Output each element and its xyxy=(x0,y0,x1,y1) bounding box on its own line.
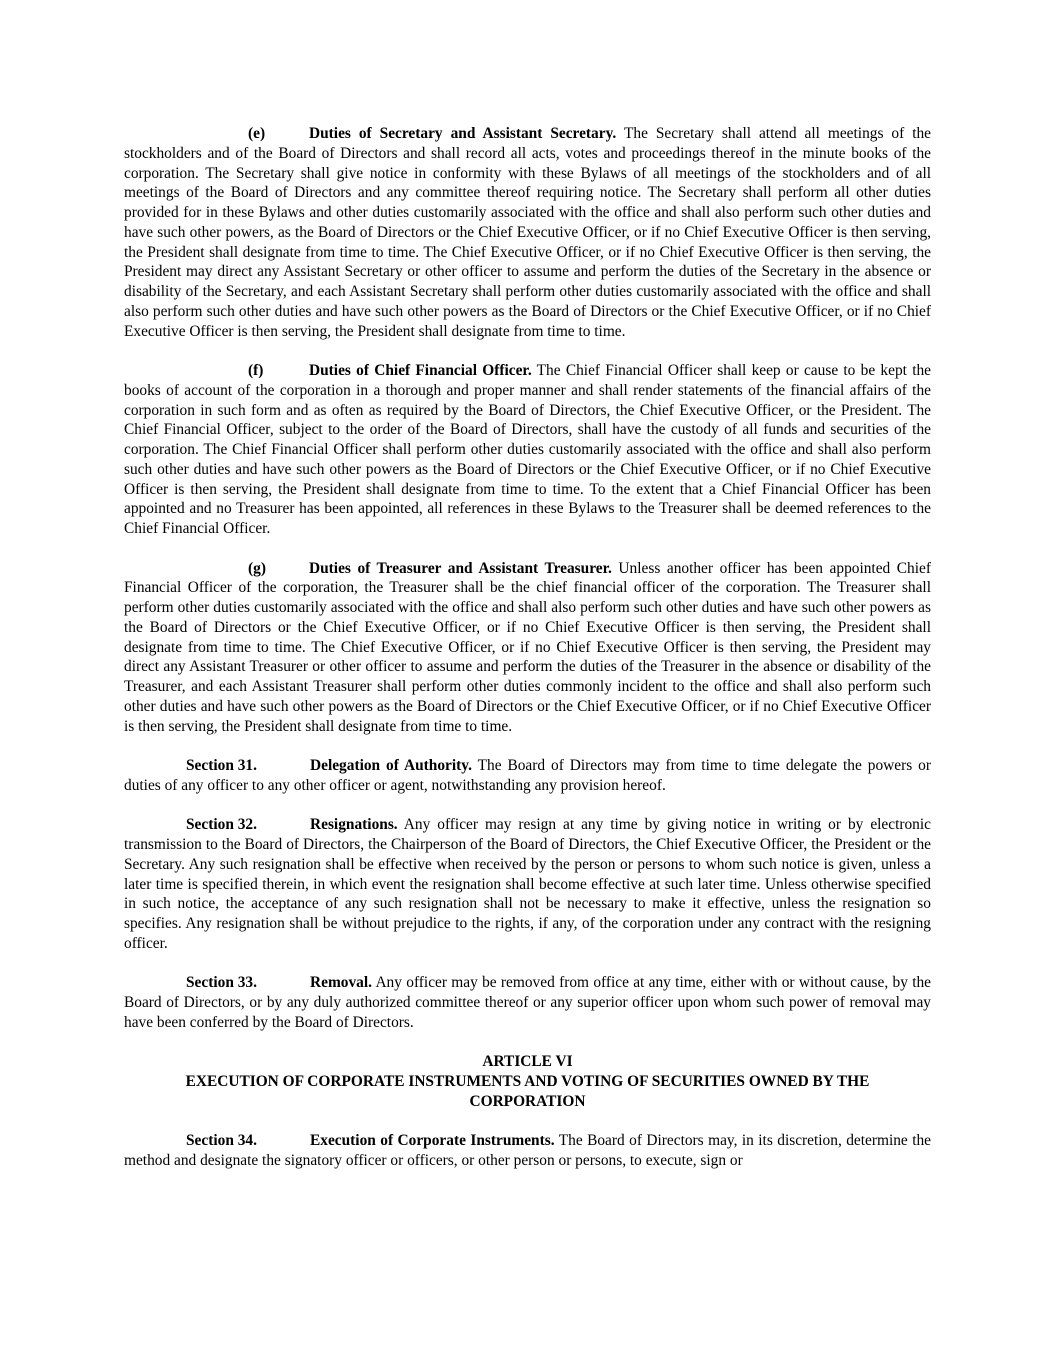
section-33 xyxy=(124,973,931,1032)
paragraph-e xyxy=(124,124,931,341)
section-number: Section 31. xyxy=(186,757,257,774)
article-heading xyxy=(124,1052,931,1111)
paragraph-body: Unless another officer has been appointed Chief Financial Officer of the corporation, the Treasurer shall be the chief financial officer of the corporation. The Treasurer shall perform other duties customarily associated with the office and shall also perform such other duties and have such other powers as the Board of Directors or the Chief Executive Officer, or if no Chief Executive Officer is then serving, the President shall designate from time to time. The Chief Executive Officer, or if no Chief Executive Officer is then serving, the President may direct any Assistant Treasurer or other officer to assume and perform the duties of the Treasurer in the absence or disability of the Treasurer, and each Assistant Treasurer shall perform other duties commonly incident to the office and shall also perform such other duties and have such other powers as the Board of Directors or the Chief Executive Officer, or if no Chief Executive Officer is then serving, the President shall designate from time to time. xyxy=(124,559,931,735)
section-heading: Removal. xyxy=(310,974,372,992)
paragraph-g xyxy=(124,559,931,737)
paragraph-number: (g) xyxy=(248,559,266,577)
paragraph-number: (f) xyxy=(248,362,264,379)
section-heading: Delegation of Authority. xyxy=(310,757,472,774)
paragraph-heading: Duties of Treasurer and Assistant Treasurer. xyxy=(309,559,612,577)
paragraph-body: The Chief Financial Officer shall keep or cause to be kept the books of account of the corporation in a thorough and proper manner and shall render statements of the financial affairs of the corporation in such form and as often as required by the Board of Directors, the Chief Executive Officer, or the President. The Chief Financial Officer, subject to the order of the Board of Directors, shall have the custody of all funds and securities of the corporation. The Chief Financial Officer shall perform other duties customarily associated with the office and shall also perform such other duties and have such other powers as the Board of Directors or the Chief Executive Officer, or if no Chief Executive Officer is then serving, the President shall designate from time to time. To the extent that a Chief Financial Officer has been appointed and no Treasurer has been appointed, all references in these Bylaws to the Treasurer shall be deemed references to the Chief Financial Officer. xyxy=(124,362,931,537)
section-number: Section 32. xyxy=(186,816,257,834)
section-body: Any officer may be removed from office at any time, either with or without cause, by the Board of Directors, or by any duly authorized committee thereof or any superior officer upon whom such power of removal may have been conferred by the Board of Directors. xyxy=(124,974,931,1031)
section-body: Any officer may resign at any time by giving notice in writing or by electronic transmission to the Board of Directors, the Chairperson of the Board of Directors, the Chief Executive Officer, the President or the Secretary. Any such resignation shall be effective when received by the person or persons to whom such notice is given, unless a later time is specified therein, in which event the resignation shall become effective at such later time. Unless otherwise specified in such notice, the acceptance of any such resignation shall not be necessary to make it effective, unless the resignation so specifies. Any resignation shall be without prejudice to the rights, if any, of the corporation under any contract with the resigning officer. xyxy=(124,816,931,952)
paragraph-number: (e) xyxy=(248,125,266,142)
section-heading: Resignations. xyxy=(310,816,398,834)
article-label: ARTICLE VI xyxy=(482,1053,573,1071)
section-body: The Board of Directors may, in its discretion, determine the method and designate the signatory officer or officers, or other person or persons, to execute, sign or xyxy=(124,1132,931,1169)
paragraph-heading: Duties of Secretary and Assistant Secretary. xyxy=(309,125,617,142)
section-heading: Execution of Corporate Instruments. xyxy=(310,1132,555,1150)
section-number: Section 33. xyxy=(186,974,257,992)
section-34 xyxy=(124,1131,931,1171)
paragraph-body: The Secretary shall attend all meetings of the stockholders and of the Board of Directors and shall record all acts, votes and proceedings thereof in the minute books of the corporation. The Secretary shall give notice in conformity with these Bylaws of all meetings of the stockholders and of all meetings of the Board of Directors and any committee thereof requiring notice. The Secretary shall perform all other duties provided for in these Bylaws and other duties customarily associated with the office and shall also perform such other duties and have such other powers, as the Board of Directors or the Chief Executive Officer, or if no Chief Executive Officer is then serving, the President shall designate from time to time. The Chief Executive Officer, or if no Chief Executive Officer is then serving, the President may direct any Assistant Secretary or other officer to assume and perform the duties of the Secretary in the absence or disability of the Secretary, and each Assistant Secretary shall perform other duties customarily associated with the office and shall also perform such other duties and have such other powers as the Board of Directors or the Chief Executive Officer, or if no Chief Executive Officer is then serving, the President shall designate from time to time. xyxy=(124,125,932,340)
section-31 xyxy=(124,756,931,796)
section-32 xyxy=(124,815,931,953)
paragraph-heading: Duties of Chief Financial Officer. xyxy=(309,362,532,379)
article-title: EXECUTION OF CORPORATE INSTRUMENTS AND VOTING OF SECURITIES OWNED BY THE CORPORATION xyxy=(185,1073,870,1110)
section-number: Section 34. xyxy=(186,1132,257,1150)
document-page xyxy=(124,124,931,1191)
paragraph-f xyxy=(124,361,931,539)
section-body: The Board of Directors may from time to time delegate the powers or duties of any officer to any other officer or agent, notwithstanding any provision hereof. xyxy=(124,757,931,794)
